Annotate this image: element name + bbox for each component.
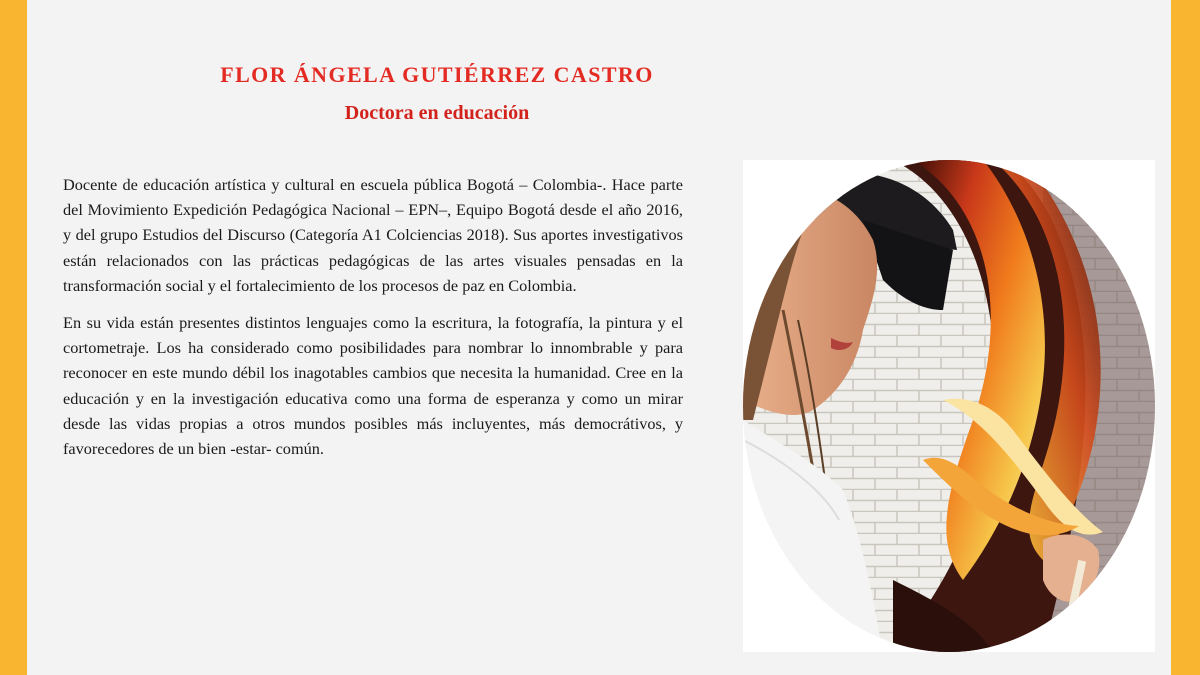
portrait-illustration [743,160,1155,652]
biography [63,172,683,473]
author-name: FLOR ÁNGELA GUTIÉRREZ CASTRO [220,62,654,87]
author-photo [743,160,1155,652]
bio-paragraph: Docente de educación artística y cultural en escuela pública Bogotá – Colombia-. Hace parte del Movimiento Expedición Pedagógica Nacional – EPN–, Equipo Bogotá desde el año 2016, y del grupo Estudios del Discurso (Categoría A1 Colciencias 2018). Sus aportes investigativos están relacionados con las prácticas pedagógicas de las artes visuales pensadas en la transformación social y el fortalecimiento de los procesos de paz en Colombia. [63,175,683,295]
document-page [27,0,1171,675]
bio-paragraph: En su vida están presentes distintos lenguajes como la escritura, la fotografía, la pintura y el cortometraje. Los ha considerado como posibilidades para nombrar lo innombrable y para reconocer en este mundo débil los inagotables cambios que necesita la humanidad. Cree en la educación y en la investigación educativa como una forma de esperanza y como un mirar desde las vidas propias a otros mundos posibles más incluyentes, más democrátivos, y favorecedores de un bien -estar- común. [63,313,683,459]
author-degree: Doctora en educación [344,102,530,124]
